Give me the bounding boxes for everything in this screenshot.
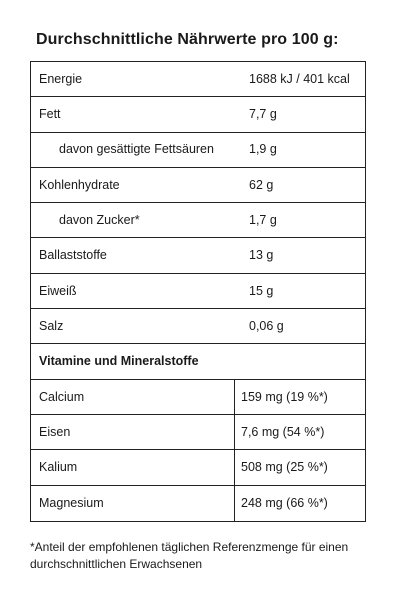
section-header-row <box>31 344 365 379</box>
table-row <box>31 486 365 521</box>
mineral-value: 248 mg (66 %*) <box>234 486 365 521</box>
nutrition-table <box>30 61 366 522</box>
table-row <box>31 238 365 273</box>
table-row <box>31 97 365 132</box>
page-title: Durchschnittliche Nährwerte pro 100 g: <box>36 31 339 48</box>
table-row <box>31 309 365 344</box>
nutrient-value: 0,06 g <box>249 318 284 333</box>
footnote: *Anteil der empfohlenen täglichen Referenzmenge für einen durchschnittlichen Erwachsenen <box>30 540 349 571</box>
mineral-label: Magnesium <box>39 495 104 510</box>
nutrient-label: davon Zucker* <box>59 213 140 228</box>
mineral-value: 508 mg (25 %*) <box>234 450 365 484</box>
table-row <box>31 168 365 203</box>
mineral-value: 159 mg (19 %*) <box>234 380 365 414</box>
table-row <box>31 415 365 450</box>
nutrient-value: 7,7 g <box>249 107 277 122</box>
nutrient-value: 13 g <box>249 248 274 263</box>
nutrient-label: Fett <box>39 107 61 122</box>
mineral-label: Kalium <box>39 460 78 475</box>
mineral-value: 7,6 mg (54 %*) <box>234 415 365 449</box>
nutrient-label: Eiweiß <box>39 283 77 298</box>
mineral-label: Eisen <box>39 424 71 439</box>
table-row <box>31 380 365 415</box>
nutrient-value: 1,9 g <box>249 142 277 157</box>
nutrient-label: Kohlenhydrate <box>39 177 120 192</box>
nutrient-label: Energie <box>39 71 83 86</box>
nutrient-value: 1688 kJ / 401 kcal <box>249 71 350 86</box>
nutrient-label: davon gesättigte Fettsäuren <box>59 142 214 157</box>
mineral-label: Calcium <box>39 389 85 404</box>
section-header: Vitamine und Mineralstoffe <box>39 354 199 369</box>
nutrient-value: 15 g <box>249 283 274 298</box>
table-row <box>31 133 365 168</box>
table-row <box>31 450 365 485</box>
nutrient-label: Salz <box>39 318 64 333</box>
table-row <box>31 274 365 309</box>
nutrient-value: 62 g <box>249 177 274 192</box>
nutrient-label: Ballaststoffe <box>39 248 107 263</box>
nutrient-value: 1,7 g <box>249 213 277 228</box>
table-row <box>31 203 365 238</box>
table-row <box>31 62 365 97</box>
